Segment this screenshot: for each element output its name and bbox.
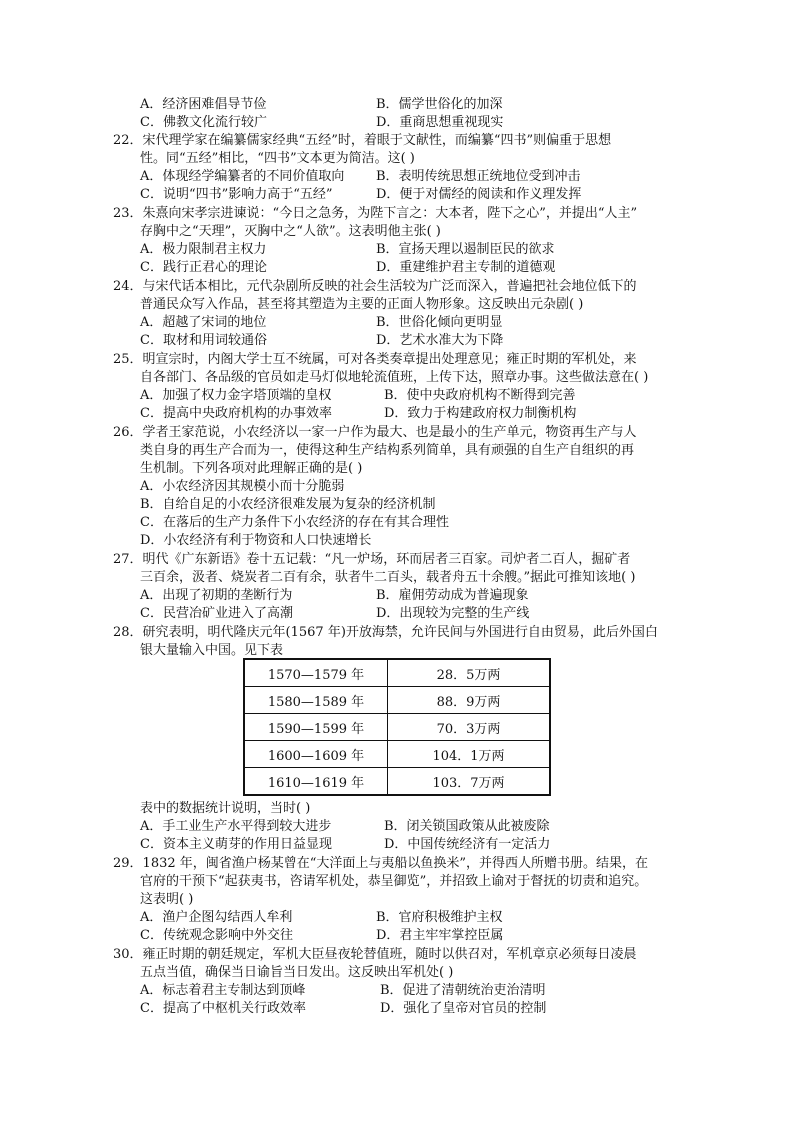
q22-option-c[interactable]: C．说明“四书”影响力高于“五经” [140,187,333,202]
q29-stem-line1: 29．1832 年，闽省渔户杨某曾在“大洋面上与夷船以鱼换米”，并得西人所赠书册。结果，在 [113,856,649,871]
q29-stem-line2: 官府的干预下“起获夷书，咨请军机处，恭呈御览”，并招致上谕对于督抚的切责和追究。 [140,874,648,889]
q28-option-d[interactable]: D．中国传统经济有一定活力 [384,837,551,852]
q28-option-a[interactable]: A．手工业生产水平得到较大进步 [140,819,332,834]
table-cell-period: 1580—1589 年 [244,687,388,714]
q26-stem-line1: 26．学者王家范说，小农经济以一家一户作为最大、也是最小的生产单元，物资再生产与人 [113,425,637,440]
q23-option-a[interactable]: A．极力限制君主权力 [140,242,267,257]
table-cell-amount: 88．9万两 [388,687,551,714]
q26-stem-line2: 类自身的再生产合而为一，使得这种生产结构系列简单，具有顽强的自生产自组织的再 [140,443,635,458]
q25-stem-line1: 25．明宣宗时，内阁大学士互不统属，可对各类奏章提出处理意见；雍正时期的军机处，来 [113,352,637,367]
q30-option-a[interactable]: A．标志着君主专制达到顶峰 [140,983,306,998]
q29-option-b[interactable]: B．官府积极维护主权 [376,910,503,925]
q24-stem-line2: 普通民众写入作品，甚至将其塑造为主要的正面人物形象。这反映出元杂剧( ) [140,297,584,312]
table-row [244,768,550,796]
q24-option-c[interactable]: C．取材和用词较通俗 [140,333,267,348]
q27-stem-line1: 27．明代《广东新语》卷十五记载：“凡一炉场，环而居者三百家。司炉者二百人，掘矿者 [113,552,631,567]
q23-option-d[interactable]: D．重建维护君主专制的道德观 [376,260,556,275]
table-cell-amount: 28．5万两 [388,659,551,687]
q23-option-c[interactable]: C．践行正君心的理论 [140,260,267,275]
table-row [244,741,550,768]
q29-option-c[interactable]: C．传统观念影响中外交往 [140,928,293,943]
q28-stem-line2: 银大量输入中国。见下表 [140,643,284,658]
q27-option-b[interactable]: B．雇佣劳动成为普遍现象 [376,588,529,603]
table-cell-amount: 104．1万两 [388,741,551,768]
q30-option-b[interactable]: B．促进了清朝统治吏治清明 [380,983,546,998]
table-cell-amount: 103．7万两 [388,768,551,796]
table-cell-period: 1570—1579 年 [244,659,388,687]
table-row [244,714,550,741]
table-cell-period: 1610—1619 年 [244,768,388,796]
q30-stem-line2: 五点当值，确保当日谕旨当日发出。这反映出军机处( ) [140,965,454,980]
q22-option-d[interactable]: D．便于对儒经的阅读和作义理发挥 [376,187,582,202]
q30-stem-line1: 30．雍正时期的朝廷规定，军机大臣昼夜轮替值班，随时以供召对，军机章京必须每日凌晨 [113,947,637,962]
table-cell-amount: 70．3万两 [388,714,551,741]
q29-option-d[interactable]: D．君主牢牢掌控臣属 [376,928,504,943]
q27-stem-line2: 三百余，汲者、烧炭者二百有余，驮者牛二百头，载者舟五十余艘。”据此可推知该地( ) [140,570,636,585]
q24-option-a[interactable]: A．超越了宋词的地位 [140,315,267,330]
q23-stem-line2: 存胸中之“天理”，灭胸中之“人欲”。这表明他主张( ) [140,224,441,239]
q22-stem-line2: 性。同“五经”相比，“四书”文本更为简洁。这( ) [140,151,415,166]
q29-stem-line3: 这表明( ) [140,892,194,907]
q26-option-a[interactable]: A．小农经济因其规模小而十分脆弱 [140,479,345,494]
q29-option-a[interactable]: A．渔户企图勾结西人牟利 [140,910,293,925]
q28-option-b[interactable]: B．闭关锁国政策从此被废除 [384,819,550,834]
q25-option-a[interactable]: A．加强了权力金字塔顶端的皇权 [140,388,332,403]
q27-option-d[interactable]: D．出现较为完整的生产线 [376,606,530,621]
table-row [244,659,550,687]
q23-option-b[interactable]: B．宣扬天理以遏制臣民的欲求 [376,242,555,257]
q22-stem-line1: 22．宋代理学家在编纂儒家经典“五经”时，着眼于文献性，而编纂“四书”则偏重于思想 [113,133,612,148]
q27-option-a[interactable]: A．出现了初期的垄断行为 [140,588,293,603]
q25-stem-line2: 自各部门、各品级的官员如走马灯似地轮流值班，上传下达，照章办事。这些做法意在( ) [140,370,649,385]
q21-option-b[interactable]: B．儒学世俗化的加深 [376,97,503,112]
table-cell-period: 1590—1599 年 [244,714,388,741]
q21-option-c[interactable]: C．佛教文化流行较广 [140,115,267,130]
table-cell-period: 1600—1609 年 [244,741,388,768]
q25-option-b[interactable]: B．使中央政府机构不断得到完善 [384,388,576,403]
silver-import-table [243,658,551,796]
q30-option-c[interactable]: C．提高了中枢机关行政效率 [140,1001,306,1016]
q28-option-c[interactable]: C．资本主义萌芽的作用日益显现 [140,837,332,852]
q21-option-a[interactable]: A．经济困难倡导节俭 [140,97,267,112]
q28-stem-line3: 表中的数据统计说明，当时( ) [140,801,311,816]
q22-option-a[interactable]: A．体现经学编纂者的不同价值取向 [140,169,345,184]
q22-option-b[interactable]: B．表明传统思想正统地位受到冲击 [376,169,581,184]
table-row [244,687,550,714]
q26-option-b[interactable]: B．自给自足的小农经济很难发展为复杂的经济机制 [140,497,436,512]
q21-option-d[interactable]: D．重商思想重视现实 [376,115,504,130]
q30-option-d[interactable]: D．强化了皇帝对官员的控制 [380,1001,547,1016]
q26-stem-line3: 生机制。下列各项对此理解正确的是( ) [140,461,363,476]
q27-option-c[interactable]: C．民营冶矿业进入了高潮 [140,606,293,621]
q24-option-b[interactable]: B．世俗化倾向更明显 [376,315,503,330]
q26-option-d[interactable]: D．小农经济有利于物资和人口快速增长 [140,533,372,548]
q23-stem-line1: 23．朱熹向宋孝宗进谏说：“今日之急务，为陛下言之：大本者，陛下之心”，并提出“人主” [113,206,638,221]
q26-option-c[interactable]: C．在落后的生产力条件下小农经济的存在有其合理性 [140,515,449,530]
q24-option-d[interactable]: D．艺术水准大为下降 [376,333,504,348]
q25-option-c[interactable]: C．提高中央政府机构的办事效率 [140,406,332,421]
q28-stem-line1: 28．研究表明，明代隆庆元年(1567 年)开放海禁，允许民间与外国进行自由贸易，此后外国白 [113,625,658,640]
q25-option-d[interactable]: D．致力于构建政府权力制衡机构 [384,406,577,421]
q24-stem-line1: 24．与宋代话本相比，元代杂剧所反映的社会生活较为广泛而深入，普遍把社会地位低下的 [113,279,637,294]
